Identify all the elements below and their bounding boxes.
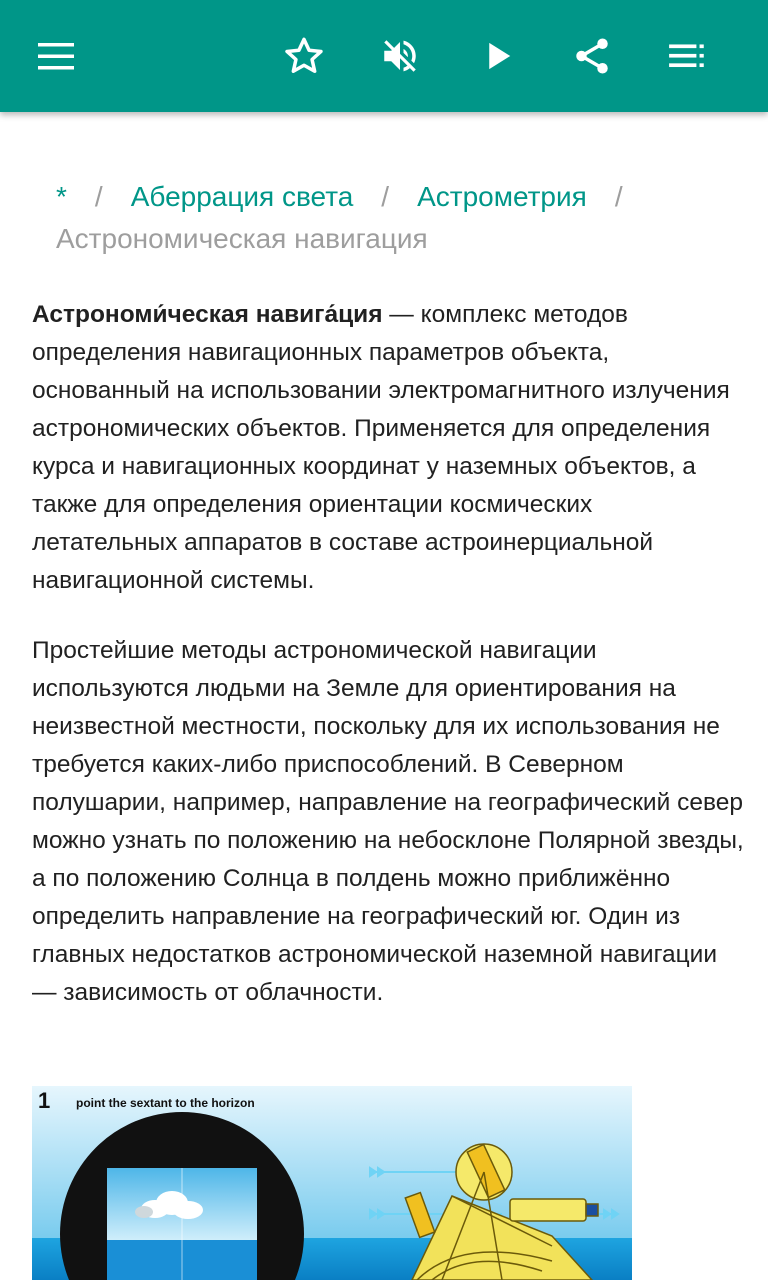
breadcrumb-current: Астрономическая навигация [56, 223, 428, 254]
share-button[interactable] [564, 28, 620, 84]
menu-button[interactable] [28, 28, 84, 84]
contents-button[interactable] [660, 28, 716, 84]
breadcrumb [56, 176, 736, 260]
breadcrumb-link-astrometry[interactable]: Астрометрия [417, 181, 587, 212]
play-icon [477, 35, 519, 77]
article-body [32, 296, 744, 1044]
menu-icon [36, 36, 76, 76]
share-icon [571, 35, 613, 77]
breadcrumb-separator: / [614, 181, 623, 212]
breadcrumb-home-link[interactable]: * [56, 181, 67, 212]
article-term: Астрономи́ческая навига́ция [32, 301, 383, 328]
figure-caption: point the sextant to the horizon [76, 1096, 255, 1110]
app-toolbar [0, 0, 768, 112]
breadcrumb-separator: / [94, 181, 103, 212]
sextant-illustration[interactable] [32, 1086, 632, 1280]
play-button[interactable] [470, 28, 526, 84]
breadcrumb-separator: / [381, 181, 390, 212]
article-paragraph [32, 296, 744, 600]
sextant-illustration-image [32, 1086, 632, 1280]
figure-step-number: 1 [38, 1088, 51, 1113]
article-paragraph-text: Простейшие методы астрономической навигации используются людьми на Земле для ориентирования на неизвестной местности, поскольку для их использования не требуется каких-либо приспособлений. В Северном полушарии, например, направление на географический север можно узнать по положению на небосклоне Полярной звезды, а по положению Солнца в полдень можно приближённо определить направление на географический юг. Один из главных недостатков астрономической наземной навигации — зависимость от облачности. [32, 637, 744, 1006]
article-definition: — комплекс методов определения навигационных параметров объекта, основанный на использовании электромагнитного излучения астрономических объектов. Применяется для определения курса и навигационных координат у наземных объектов, а также для определения ориентации космических летательных аппаратов в составе астроинерциальной навигационной системы. [32, 301, 730, 594]
star-icon [283, 35, 325, 77]
mute-button[interactable] [372, 28, 428, 84]
favorite-button[interactable] [276, 28, 332, 84]
article-paragraph [32, 632, 744, 1012]
breadcrumb-link-aberration[interactable]: Аберрация света [130, 181, 354, 212]
volume-off-icon [379, 35, 421, 77]
playlist-icon [667, 35, 709, 77]
